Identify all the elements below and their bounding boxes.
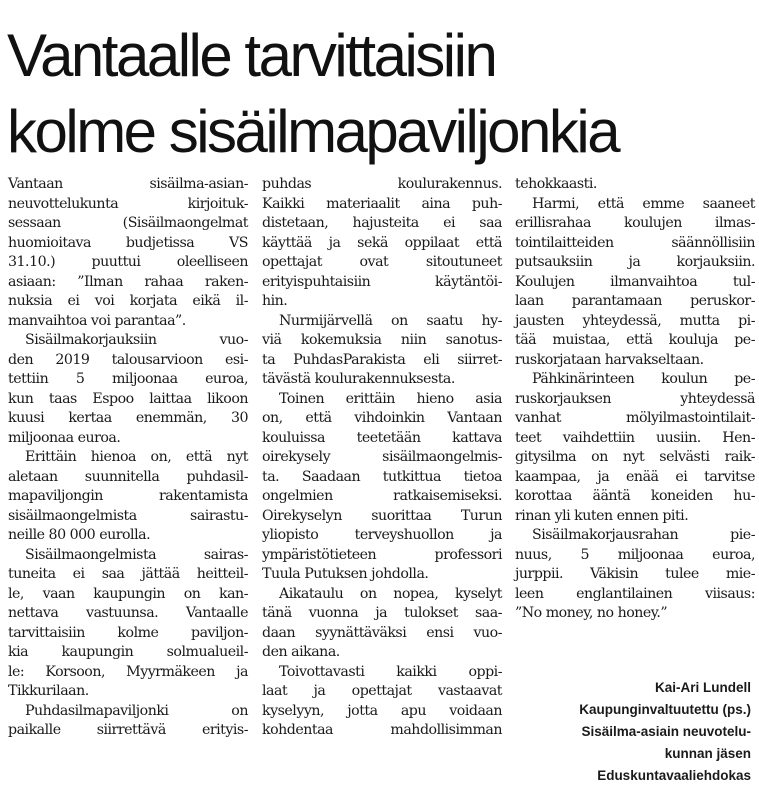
text-line: jurppii. Väkisin tulee mie- [515, 566, 755, 582]
text-line: kaampaa, ja enää ei tarvitse [515, 468, 755, 485]
text-line: tointilaitteiden säännöllisiin [515, 234, 755, 251]
text-line: le: Korsoon, Myyrmäkeen ja [8, 663, 248, 680]
text-line: hin. [262, 293, 288, 309]
text-line: nettava vastuunsa. Vantaalle [8, 605, 248, 621]
text-line: ta. Saadaan tutkittua tietoa [262, 468, 502, 485]
text-line: tävästä koulurakennuksesta. [262, 371, 455, 387]
text-line: asiaan: ”Ilman rahaa raken- [8, 273, 248, 290]
text-line: laat ja opettajat vastaavat [262, 683, 502, 699]
text-line: kuusi kertaa enemmän, 30 [8, 410, 248, 426]
text-line: viä kokemuksia niin sanotus- [262, 332, 502, 348]
text-line: tehokkaasti. [515, 176, 597, 192]
text-line: ta PuhdasParakista eli siirret- [262, 351, 502, 368]
text-column-3 [515, 175, 755, 624]
text-line: tettiin 5 miljoonaa euroa, [8, 371, 248, 387]
text-line: Nurmijärvellä on saatu hy- [279, 312, 502, 329]
text-line: nuus, 5 miljoonaa euroa, [515, 546, 755, 563]
text-line: leen englantilainen viisaus: [515, 585, 755, 602]
text-line: Vantaan sisäilma-asian- [8, 176, 248, 192]
text-line: kun taas Espoo laittaa likoon [8, 390, 248, 407]
text-line: opettajat ovat sitoutuneet [262, 254, 502, 270]
text-line: den aikana. [262, 644, 340, 660]
text-line: ruskorjauksen yhteydessä [515, 390, 755, 407]
author-candidacy: Eduskuntavaaliehdokas [597, 768, 751, 783]
author-title: Kaupunginvaltuutettu (ps.) [579, 702, 751, 717]
author-name: Kai-Ari Lundell [654, 680, 751, 695]
text-line: Koulujen ilmanvaihtoa tul- [515, 273, 755, 290]
text-line: erityispuhtaisiin käytäntöi- [262, 273, 502, 290]
text-line: le, vaan kaupungin on kan- [8, 585, 248, 602]
text-column-1 [8, 175, 248, 741]
text-line: ongelmien ratkaisemiseksi. [262, 488, 502, 504]
text-line: Erittäin hienoa on, että nyt [25, 449, 248, 465]
text-line: Toinen erittäin hieno asia [279, 390, 502, 407]
text-line: Kaikki materiaalit aina puh- [262, 195, 502, 212]
text-line: sessaan (Sisäilmaongelmat [8, 215, 248, 231]
text-line: Pähkinärinteen koulun pe- [532, 371, 755, 387]
text-line: putsauksiin ja korjauksiin. [515, 254, 755, 270]
text-line: oirekysely sisäilmaongelmis- [262, 449, 502, 465]
text-line: yliopisto terveyshuollon ja [262, 527, 502, 543]
text-line: on, että vihdoinkin Vantaan [262, 410, 502, 426]
text-line: Aikataulu on nopea, kyselyt [279, 585, 502, 602]
text-line: käyttää ja sekä oppilaat että [262, 234, 502, 251]
text-line: den 2019 talousarvioon esi- [8, 351, 248, 368]
text-line: Sisäilmakorjauksiin vuo- [25, 332, 248, 348]
text-line: Harmi, että emme saaneet [532, 195, 755, 212]
text-line: paikalle siirrettävä erityis- [8, 722, 248, 738]
text-line: kia kaupungin solmualueil- [8, 644, 248, 660]
text-line: Oirekyselyn suorittaa Turun [262, 507, 502, 524]
text-line: neille 80 000 eurolla. [8, 527, 151, 543]
text-line: tänä vuonna ja tulokset saa- [262, 605, 502, 621]
text-line: rinan yli kuten ennen piti. [515, 507, 689, 524]
text-line: daan syynättäväksi ensi vuo- [262, 624, 502, 641]
headline-line-1: Vantaalle tarvittaisiin [7, 22, 496, 89]
author-role: Sisäilma-asiain neuvotelu- [581, 724, 751, 739]
text-line: Tikkurilaan. [8, 683, 89, 699]
text-line: Sisäilmakorjausrahan pie- [532, 527, 755, 543]
text-line: huomioitava budjetissa VS [8, 234, 248, 251]
text-line: tuneita ei saa jättää heitteil- [8, 566, 248, 582]
text-line: vanhat mölyilmastointilait- [515, 410, 755, 426]
text-line: mapaviljongin rakentamista [8, 488, 248, 504]
author-role-cont: kunnan jäsen [664, 746, 751, 761]
text-line: sisäilmaongelmista sairastu- [8, 507, 248, 524]
text-line: gitysilma on nyt selvästi raik- [515, 449, 755, 465]
text-column-2 [262, 175, 502, 741]
text-line: laan parantamaan peruskor- [515, 293, 755, 309]
text-line: kohdentaa mahdollisimman [262, 722, 502, 738]
text-line: distetaan, hajusteita ei saa [262, 215, 502, 231]
text-line: ”No money, no honey.” [515, 605, 668, 621]
text-line: Toivottavasti kaikki oppi- [279, 663, 502, 680]
text-line: Puhdasilmapaviljonki on [25, 702, 248, 719]
text-line: kyselyyn, jotta apu voidaan [262, 702, 502, 719]
text-line: 31.10.) puuttui oleelliseen [8, 254, 248, 270]
text-line: ruskorjataan harvakseltaan. [515, 351, 704, 368]
text-line: puhdas koulurakennus. [262, 176, 502, 192]
text-line: tää muistaa, että kouluja pe- [515, 332, 755, 348]
text-line: kouluissa teetetään kattava [262, 429, 502, 446]
text-line: neuvottelukunta kirjoituk- [8, 195, 248, 212]
text-line: Tuula Putuksen johdolla. [262, 566, 429, 582]
text-line: manvaihtoa voi parantaa”. [8, 312, 186, 329]
text-line: nuksia ei voi korjata eikä il- [8, 293, 248, 309]
author-signature [515, 677, 751, 787]
text-line: tarvittaisiin kolme paviljon- [8, 624, 248, 641]
text-line: teet vaihdettiin uusiin. Hen- [515, 429, 755, 446]
text-line: aletaan suunnitella puhdasil- [8, 468, 248, 485]
text-line: erillisrahaa koulujen ilmas- [515, 215, 755, 231]
headline-line-2: kolme sisäilmapaviljonkia [7, 98, 619, 165]
text-line: korottaa ääntä koneiden hu- [515, 488, 755, 504]
text-line: ympäristötieteen professori [262, 546, 502, 563]
text-line: miljoonaa euroa. [8, 429, 121, 446]
text-line: jausten yhteydessä, mutta pi- [515, 312, 755, 329]
text-line: Sisäilmaongelmista sairas- [25, 546, 248, 563]
